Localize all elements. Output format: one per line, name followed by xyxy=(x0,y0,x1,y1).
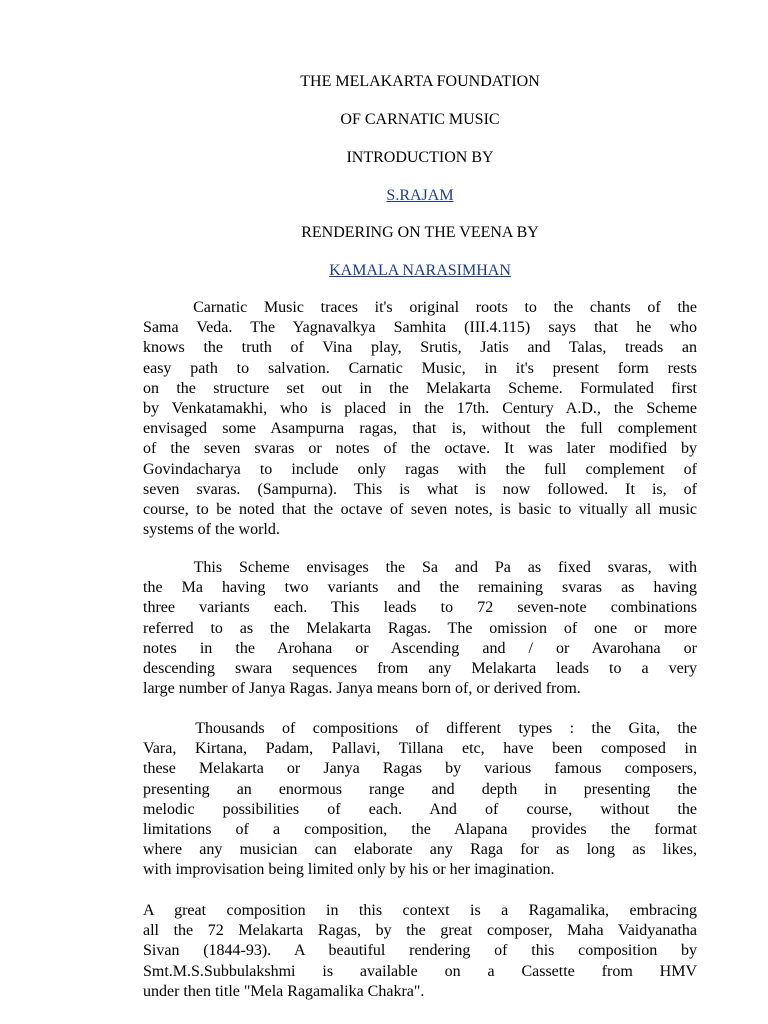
text-line: large number of Janya Ragas. Janya means born of, or derived from. xyxy=(143,680,581,698)
paragraph-2 xyxy=(143,558,697,699)
text-line: the Ma having two variants and the remaining svaras as having xyxy=(143,579,697,597)
text-line: Sama Veda. The Yagnavalkya Samhita (III.4.115) says that he who xyxy=(143,319,697,337)
text-line: This Scheme envisages the Sa and Pa as fixed svaras, with xyxy=(143,559,697,576)
text-line: A great composition in this context is a Ragamalika, embracing xyxy=(143,902,697,919)
text-line: Carnatic Music traces it's original roots to the chants of the xyxy=(143,299,697,316)
text-line: by Venkatamakhi, who is placed in the 17th. Century A.D., the Scheme xyxy=(143,399,697,417)
text-line: systems of the world. xyxy=(143,521,280,539)
intro-by-label: INTRODUCTION BY xyxy=(346,149,494,166)
text-line: knows the truth of Vina play, Srutis, Jatis and Talas, treads an xyxy=(143,339,697,357)
intro-author-link[interactable]: S.RAJAM xyxy=(386,187,454,204)
text-line: descending swara sequences from any Melakarta leads to a very xyxy=(143,659,697,677)
text-line: of the seven svaras or notes of the octave. It was later modified by xyxy=(143,440,697,458)
text-line: under then title "Mela Ragamalika Chakra". xyxy=(143,982,425,1000)
text-line: easy path to salvation. Carnatic Music, in it's present form rests xyxy=(143,359,697,377)
paragraph-3 xyxy=(143,719,697,881)
title-line-2: OF CARNATIC MUSIC xyxy=(340,111,500,128)
performer-link[interactable]: KAMALA NARASIMHAN xyxy=(329,262,511,279)
text-line: presenting an enormous range and depth in presenting the xyxy=(143,780,697,798)
text-line: with improvisation being limited only by his or her imagination. xyxy=(143,861,555,879)
text-line: Thousands of compositions of different types : the Gita, the xyxy=(143,720,697,737)
text-line: notes in the Arohana or Ascending and / or Avarohana or xyxy=(143,639,697,657)
rendering-by-label: RENDERING ON THE VEENA BY xyxy=(301,224,539,241)
text-line: Sivan (1844-93). A beautiful rendering of this composition by xyxy=(143,942,697,960)
text-line: on the structure set out in the Melakarta Scheme. Formulated first xyxy=(143,379,697,397)
text-line: Vara, Kirtana, Padam, Pallavi, Tillana etc, have been composed in xyxy=(143,740,697,758)
text-line: three variants each. This leads to 72 seven-note combinations xyxy=(143,599,697,617)
title-line-1: THE MELAKARTA FOUNDATION xyxy=(300,73,540,90)
text-line: course, to be noted that the octave of seven notes, is basic to vitually all music xyxy=(143,500,697,518)
text-line: where any musician can elaborate any Raga for as long as likes, xyxy=(143,841,697,859)
text-line: seven svaras. (Sampurna). This is what is now followed. It is, of xyxy=(143,480,697,498)
text-line: these Melakarta or Janya Ragas by various famous composers, xyxy=(143,760,697,778)
text-line: Smt.M.S.Subbulakshmi is available on a Cassette from HMV xyxy=(143,962,697,980)
text-line: referred to as the Melakarta Ragas. The omission of one or more xyxy=(143,619,697,637)
paragraph-4 xyxy=(143,901,697,1002)
text-line: limitations of a composition, the Alapana provides the format xyxy=(143,820,697,838)
text-line: melodic possibilities of each. And of course, without the xyxy=(143,800,697,818)
paragraph-1 xyxy=(143,298,697,540)
text-line: all the 72 Melakarta Ragas, by the great composer, Maha Vaidyanatha xyxy=(143,922,697,940)
text-line: Govindacharya to include only ragas with the full complement of xyxy=(143,460,697,478)
text-line: envisaged some Asampurna ragas, that is, without the full complement xyxy=(143,420,697,438)
